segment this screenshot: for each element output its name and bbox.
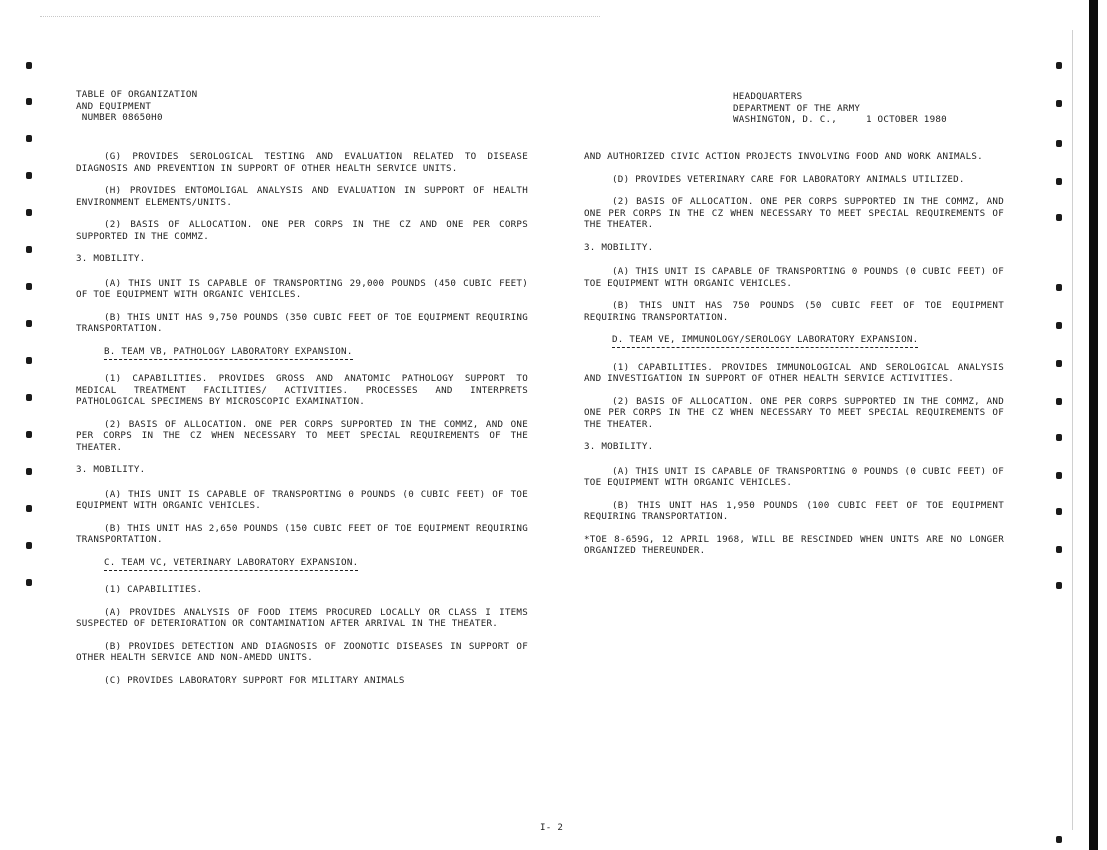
punch-mark — [26, 172, 32, 179]
punch-mark — [26, 62, 32, 69]
punch-mark — [26, 505, 32, 512]
paragraph: (A) THIS UNIT IS CAPABLE OF TRANSPORTING 0 POUNDS (0 CUBIC FEET) OF TOE EQUIPMENT WITH ORGANIC VEHICLES. — [76, 488, 528, 511]
header-line: TABLE OF ORGANIZATION — [76, 89, 198, 100]
page-number: I- 2 — [540, 822, 564, 833]
team-heading-text: D. TEAM VE, IMMUNOLOGY/SEROLOGY LABORATORY EXPANSION. — [612, 334, 918, 348]
punch-mark — [1056, 284, 1062, 291]
team-heading-text: C. TEAM VC, VETERINARY LABORATORY EXPANSION. — [104, 557, 358, 571]
binder-edge-line — [1072, 30, 1073, 830]
paragraph: (C) PROVIDES LABORATORY SUPPORT FOR MILITARY ANIMALS — [104, 674, 405, 686]
punch-mark — [26, 394, 32, 401]
punch-mark — [1056, 472, 1062, 479]
header-date-line: WASHINGTON, D. C., 1 OCTOBER 1980 — [733, 114, 947, 125]
paragraph: (2) BASIS OF ALLOCATION. ONE PER CORPS IN THE CZ AND ONE PER CORPS SUPPORTED IN THE COMMZ. — [76, 219, 528, 242]
team-heading — [76, 346, 528, 358]
punch-mark — [26, 357, 32, 364]
punch-mark — [1056, 62, 1062, 69]
paragraph: (B) PROVIDES DETECTION AND DIAGNOSIS OF ZOONOTIC DISEASES IN SUPPORT OF OTHER HEALTH SERVICE AND NON-AMEDD UNITS. — [76, 640, 528, 663]
punch-mark — [26, 209, 32, 216]
paragraph: (2) BASIS OF ALLOCATION. ONE PER CORPS SUPPORTED IN THE COMMZ, AND ONE PER CORPS IN THE CZ WHEN NECESSARY TO MEET SPECIAL REQUIREMENTS OF THE THEATER. — [76, 418, 528, 453]
punch-mark — [1056, 360, 1062, 367]
paragraph: (H) PROVIDES ENTOMOLIGAL ANALYSIS AND EVALUATION IN SUPPORT OF HEALTH ENVIRONMENT ELEMENTS/UNITS. — [76, 185, 528, 208]
paragraph: (A) PROVIDES ANALYSIS OF FOOD ITEMS PROCURED LOCALLY OR CLASS I ITEMS SUSPECTED OF DETERIORATION OR CONTAMINATION AFTER ARRIVAL IN THE THEATER. — [76, 606, 528, 629]
section-heading: 3. MOBILITY. — [584, 241, 654, 253]
punch-mark — [1056, 836, 1062, 843]
paragraph: (B) THIS UNIT HAS 1,950 POUNDS (100 CUBIC FEET OF TOE EQUIPMENT REQUIRING TRANSPORTATION. — [584, 499, 1004, 522]
document-header-left — [76, 89, 197, 124]
section-heading: 3. MOBILITY. — [584, 441, 654, 452]
punch-mark — [26, 320, 32, 327]
punch-mark — [1056, 398, 1062, 405]
header-line: HEADQUARTERS — [733, 91, 803, 102]
paragraph: (B) THIS UNIT HAS 2,650 POUNDS (150 CUBIC FEET OF TOE EQUIPMENT REQUIRING TRANSPORTATION. — [76, 522, 528, 545]
punch-mark — [1056, 508, 1062, 515]
team-heading — [76, 557, 528, 569]
paragraph: (A) THIS UNIT IS CAPABLE OF TRANSPORTING 29,000 POUNDS (450 CUBIC FEET) OF TOE EQUIPMENT WITH ORGANIC VEHICLES. — [76, 277, 528, 300]
punch-mark — [1056, 100, 1062, 107]
paragraph: (2) BASIS OF ALLOCATION. ONE PER CORPS SUPPORTED IN THE COMMZ, AND ONE PER CORPS IN THE CZ WHEN NECESSARY TO MEET SPECIAL REQUIREMENTS OF THE THEATER. — [584, 196, 1004, 230]
paragraph: (B) THIS UNIT HAS 750 POUNDS (50 CUBIC FEET OF TOE EQUIPMENT REQUIRING TRANSPORTATION. — [584, 300, 1004, 323]
paragraph: (G) PROVIDES SEROLOGICAL TESTING AND EVALUATION RELATED TO DISEASE DIAGNOSIS AND PREVENTION IN SUPPORT OF OTHER HEALTH SERVICE UNITS. — [76, 151, 528, 174]
document-header-right — [733, 91, 947, 126]
scan-artifact-line — [40, 16, 600, 18]
left-column — [76, 151, 528, 697]
right-column — [584, 151, 1004, 568]
paragraph: (1) CAPABILITIES. — [104, 584, 203, 595]
header-line: NUMBER 08650H0 — [76, 112, 163, 123]
punch-mark — [26, 283, 32, 290]
paragraph: (A) THIS UNIT IS CAPABLE OF TRANSPORTING 0 POUNDS (0 CUBIC FEET) OF TOE EQUIPMENT WITH ORGANIC VEHICLES. — [584, 266, 1004, 289]
punch-mark — [1056, 322, 1062, 329]
punch-mark — [1056, 582, 1062, 589]
scan-edge-bar — [1089, 0, 1098, 850]
punch-mark — [26, 98, 32, 105]
punch-mark — [26, 246, 32, 253]
punch-mark — [26, 135, 32, 142]
punch-mark — [1056, 178, 1062, 185]
section-heading: 3. MOBILITY. — [76, 464, 146, 475]
footnote: *TOE 8-659G, 12 APRIL 1968, WILL BE RESCINDED WHEN UNITS ARE NO LONGER ORGANIZED THEREUNDER. — [584, 533, 1004, 556]
paragraph: (B) THIS UNIT HAS 9,750 POUNDS (350 CUBIC FEET OF TOE EQUIPMENT REQUIRING TRANSPORTATION. — [76, 311, 528, 334]
section-heading: 3. MOBILITY. — [76, 253, 146, 264]
team-heading-text: B. TEAM VB, PATHOLOGY LABORATORY EXPANSION. — [104, 346, 353, 360]
header-line: AND EQUIPMENT — [76, 100, 152, 112]
punch-mark — [1056, 140, 1062, 147]
header-line: DEPARTMENT OF THE ARMY — [733, 102, 861, 114]
punch-mark — [1056, 546, 1062, 553]
paragraph: (1) CAPABILITIES. PROVIDES IMMUNOLOGICAL AND SEROLOGICAL ANALYSIS AND INVESTIGATION IN SUPPORT OF OTHER HEALTH SERVICE ACTIVITIES. — [584, 361, 1004, 384]
paragraph: (A) THIS UNIT IS CAPABLE OF TRANSPORTING 0 POUNDS (0 CUBIC FEET) OF TOE EQUIPMENT WITH ORGANIC VEHICLES. — [584, 465, 1004, 488]
punch-mark — [1056, 214, 1062, 221]
paragraph: (D) PROVIDES VETERINARY CARE FOR LABORATORY ANIMALS UTILIZED. — [612, 173, 965, 185]
paragraph: (2) BASIS OF ALLOCATION. ONE PER CORPS SUPPORTED IN THE COMMZ, AND ONE PER CORPS IN THE CZ WHEN NECESSARY TO MEET SPECIAL REQUIREMENTS OF THE THEATER. — [584, 395, 1004, 430]
paragraph: AND AUTHORIZED CIVIC ACTION PROJECTS INVOLVING FOOD AND WORK ANIMALS. — [584, 151, 983, 162]
punch-mark — [26, 468, 32, 475]
paragraph: (1) CAPABILITIES. PROVIDES GROSS AND ANATOMIC PATHOLOGY SUPPORT TO MEDICAL TREATMENT FACILITIES/ ACTIVITIES. PROCESSES AND INTERPRETS PATHOLOGICAL SPECIMENS BY MICROSCOPIC EXAMINATION. — [76, 373, 528, 407]
punch-mark — [26, 431, 32, 438]
punch-mark — [1056, 434, 1062, 441]
team-heading — [584, 334, 1004, 346]
punch-mark — [26, 542, 32, 549]
punch-mark — [26, 579, 32, 586]
